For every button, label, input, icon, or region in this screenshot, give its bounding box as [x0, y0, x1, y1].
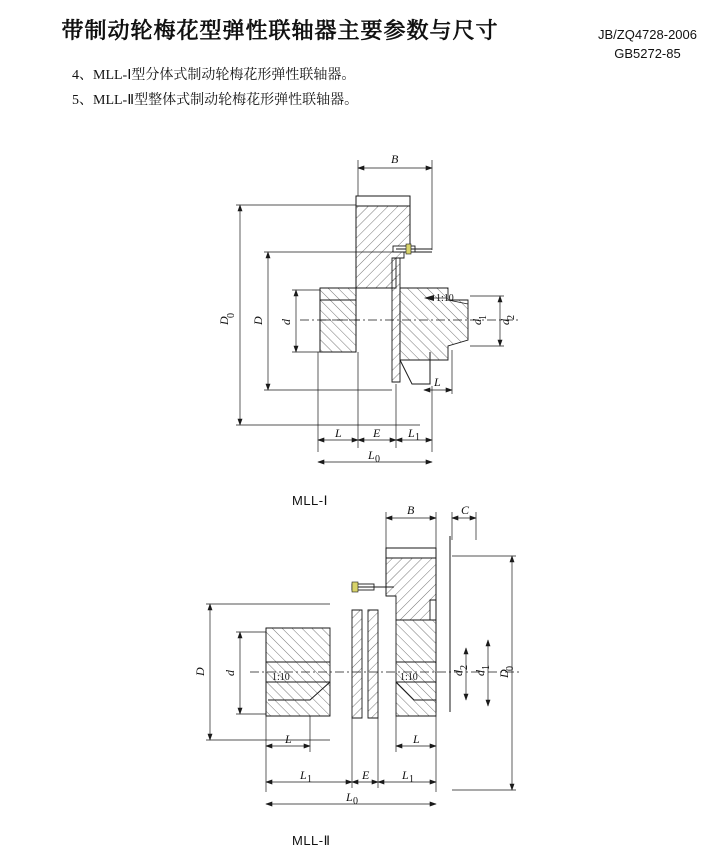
dim-label-d-1: d [279, 319, 293, 325]
dim-label-B-2: B [407, 503, 415, 517]
standard-code-1: JB/ZQ4728-2006 [597, 27, 697, 42]
dim-label-L-right-2: L [413, 732, 420, 746]
dim-label-D0-2: D [497, 669, 511, 678]
drum-skirt-2 [436, 536, 450, 712]
dim-label-L1-right-sub-2: 1 [409, 774, 414, 785]
dim-label-d1-sub-2: 1 [481, 665, 492, 670]
dim-label-L0-sub-1: 0 [375, 454, 380, 465]
dim-label-L1-sub-1: 1 [415, 432, 420, 443]
dim-label-d2-sub-1: 2 [506, 315, 517, 320]
figure-caption-mll-1: MLL-Ⅰ [292, 493, 328, 508]
dim-label-L1-right-2: L [402, 768, 409, 782]
dim-label-C-2: C [461, 503, 470, 517]
dim-label-d2-1: d [498, 319, 512, 325]
dim-label-d1-1: d [470, 319, 484, 325]
dim-label-d2-sub-2: 2 [459, 665, 470, 670]
dim-label-L1-1: L [408, 426, 415, 440]
note-item-4: 4、MLL-Ⅰ型分体式制动轮梅花形弹性联轴器。 [72, 68, 356, 83]
dim-label-D0-1: D [217, 316, 231, 325]
elastic-element-2b [368, 610, 378, 718]
figure-mll-2 [193, 503, 520, 807]
bolt-nut-2 [352, 582, 358, 592]
figure-caption-mll-2: MLL-Ⅱ [292, 833, 331, 848]
dim-label-L1-left-2: L [300, 768, 307, 782]
brake-drum-upper [356, 196, 410, 288]
dim-label-L-right-1: L [434, 375, 441, 389]
dim-label-E-1: E [373, 426, 381, 440]
dim-label-d1-sub-1: 1 [478, 315, 489, 320]
dim-label-E-2: E [362, 768, 370, 782]
taper-label-right-2: 1:10 [400, 672, 418, 683]
taper-label-1: 1:10 [436, 293, 454, 304]
bolt-nut [406, 244, 411, 254]
elastic-element [392, 258, 400, 382]
dim-label-B-1: B [391, 152, 399, 166]
dim-label-L0-2: L [346, 790, 353, 804]
dim-label-L1-left-sub-2: 1 [307, 774, 312, 785]
taper-label-left-2: 1:10 [272, 672, 290, 683]
page-title: 带制动轮梅花型弹性联轴器主要参数与尺寸 [61, 19, 499, 44]
standard-code-2: GB5272-85 [614, 45, 681, 61]
dim-label-L0-sub-2: 0 [353, 796, 358, 807]
dim-label-d1-2: d [473, 670, 487, 676]
dim-label-L-1: L [335, 426, 342, 440]
dim-label-L-left-2: L [285, 732, 292, 746]
figure-mll-1 [217, 152, 520, 465]
dim-label-d-2: d [223, 670, 237, 676]
dim-label-d2-2: d [451, 670, 465, 676]
brake-drum-upper-2 [386, 548, 436, 620]
dim-label-D-1: D [251, 316, 265, 325]
dim-label-D0-sub-1: 0 [226, 313, 237, 318]
right-hub-body-2 [396, 620, 436, 716]
note-item-5: 5、MLL-Ⅱ型整体式制动轮梅花形弹性联轴器。 [72, 92, 359, 108]
drum-rim [356, 196, 410, 206]
drum-rim-2 [386, 548, 436, 558]
dim-label-D-2: D [193, 667, 207, 676]
dim-label-L0-1: L [368, 448, 375, 462]
elastic-element-2 [352, 610, 362, 718]
dim-label-D0-sub-2: 0 [505, 666, 516, 671]
